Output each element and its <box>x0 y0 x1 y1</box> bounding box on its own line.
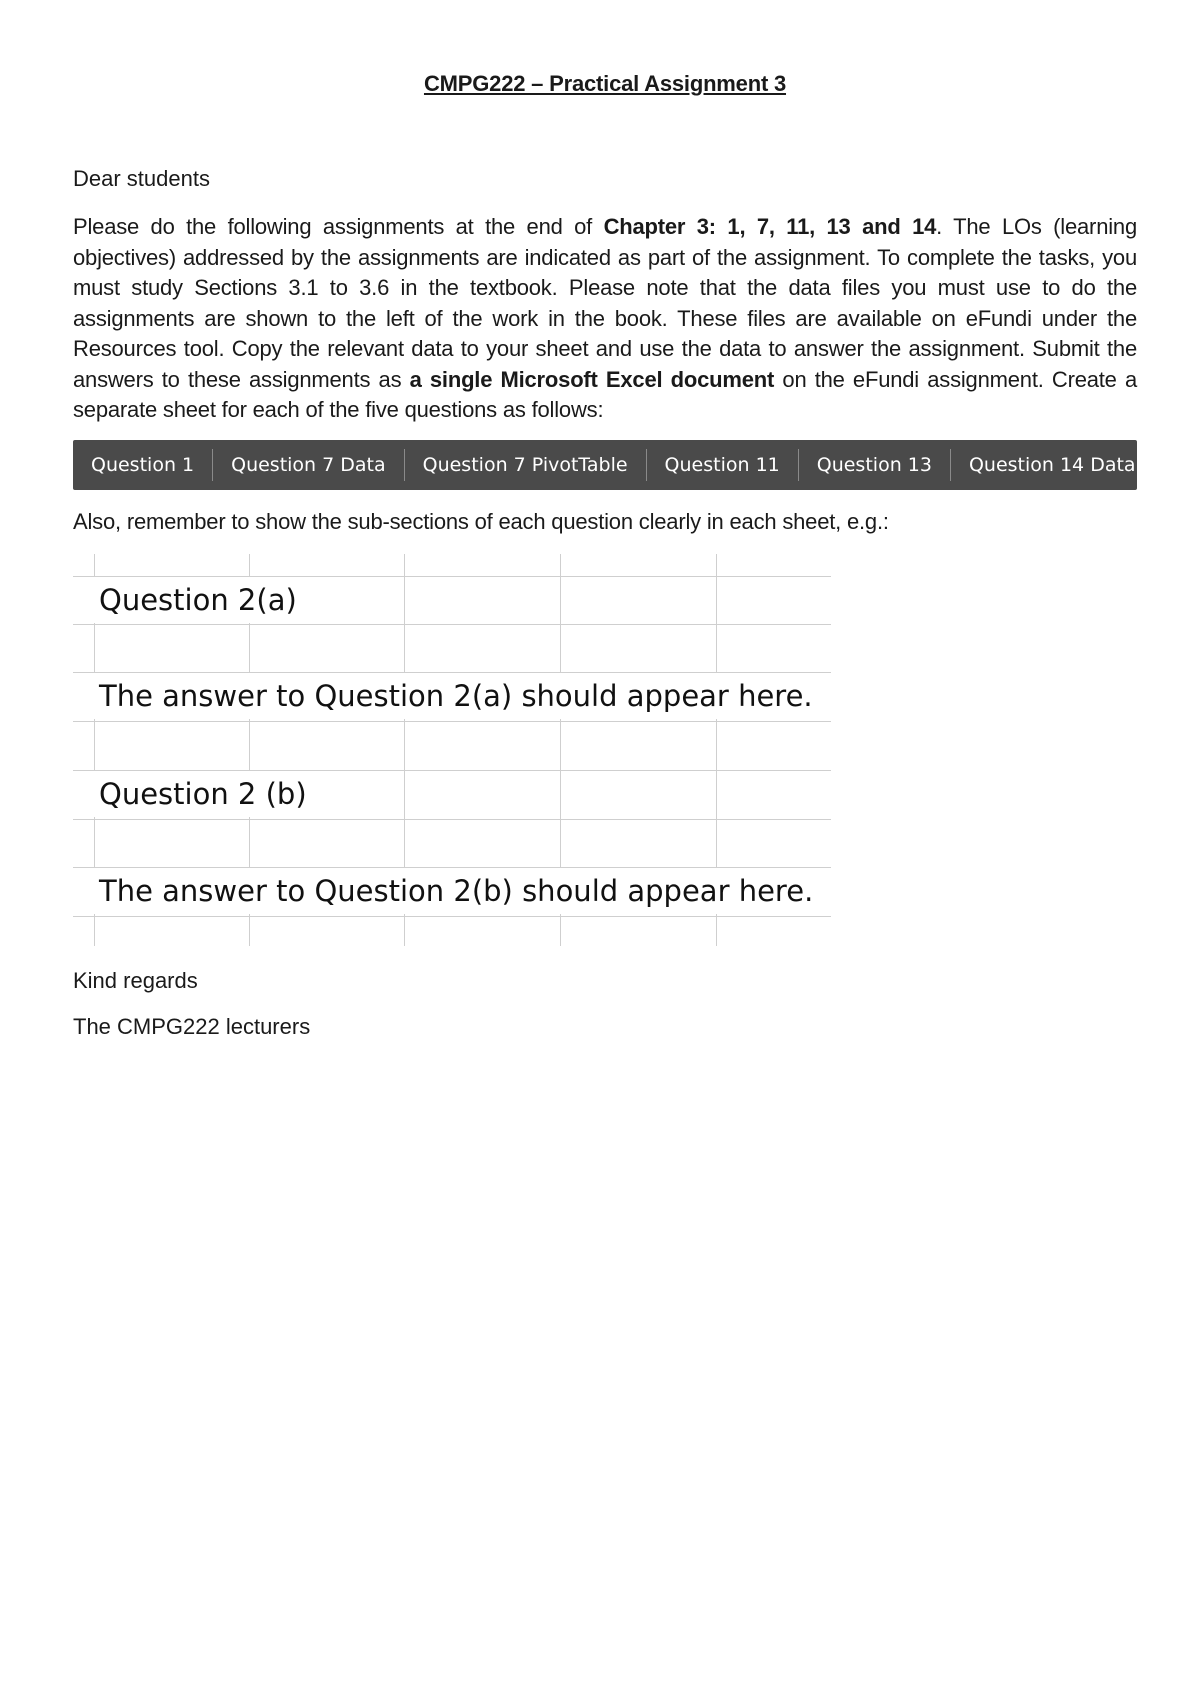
grid-row-line <box>73 916 831 917</box>
para-text-3: on the eFundi assignment. Create a separate sheet for each of the five questions as follows: <box>73 366 1137 422</box>
cell-question-2a-answer: The answer to Question 2(a) should appear here. <box>94 673 817 719</box>
para-bold-excel: a single Microsoft Excel document <box>409 366 775 392</box>
grid-row-line <box>73 721 831 722</box>
sheet-tab-question-11[interactable]: Question 11 <box>647 449 799 481</box>
closing-regards: Kind regards <box>73 968 198 993</box>
cell-question-2b-answer: The answer to Question 2(b) should appear here. <box>94 868 817 914</box>
signature: The CMPG222 lecturers <box>73 1014 311 1039</box>
sheet-tab-question-7-pivottable[interactable]: Question 7 PivotTable <box>405 449 647 481</box>
greeting: Dear students <box>73 166 210 191</box>
page-title: CMPG222 – Practical Assignment 3 <box>423 71 787 96</box>
sheet-tab-question-7-data[interactable]: Question 7 Data <box>213 449 405 481</box>
para-text-1: Please do the following assignments at the end of <box>73 214 604 239</box>
cell-question-2b-heading: Question 2 (b) <box>94 771 311 817</box>
also-text: Also, remember to show the sub-sections of each question clearly in each sheet, e.g.: <box>73 509 889 534</box>
grid-row-line <box>73 624 831 625</box>
example-spreadsheet <box>73 554 831 946</box>
instructions-paragraph <box>73 212 1137 426</box>
sheet-tab-question-1[interactable]: Question 1 <box>73 449 213 481</box>
sheet-tab-question-13[interactable]: Question 13 <box>799 449 951 481</box>
para-bold-chapter: Chapter 3: 1, 7, 11, 13 and 14 <box>603 214 937 239</box>
para-text-2: . The LOs (learning objectives) addressed by the assignments are indicated as part of the assignment. To complete the tasks, you must study Sections 3.1 to 3.6 in the textbook. Please note that the data files you must use to do the assignments are shown to the left of the work in the book. These files are available on eFundi under the Resources tool. Copy the relevant data to your sheet and use the data to answer the assignment. Submit the answers to these assignments as <box>73 214 1137 392</box>
sheet-tab-bar <box>73 440 1137 490</box>
cell-question-2a-heading: Question 2(a) <box>94 577 301 623</box>
grid-row-line <box>73 819 831 820</box>
sheet-tab-question-14-data[interactable]: Question 14 Data <box>951 449 1137 481</box>
